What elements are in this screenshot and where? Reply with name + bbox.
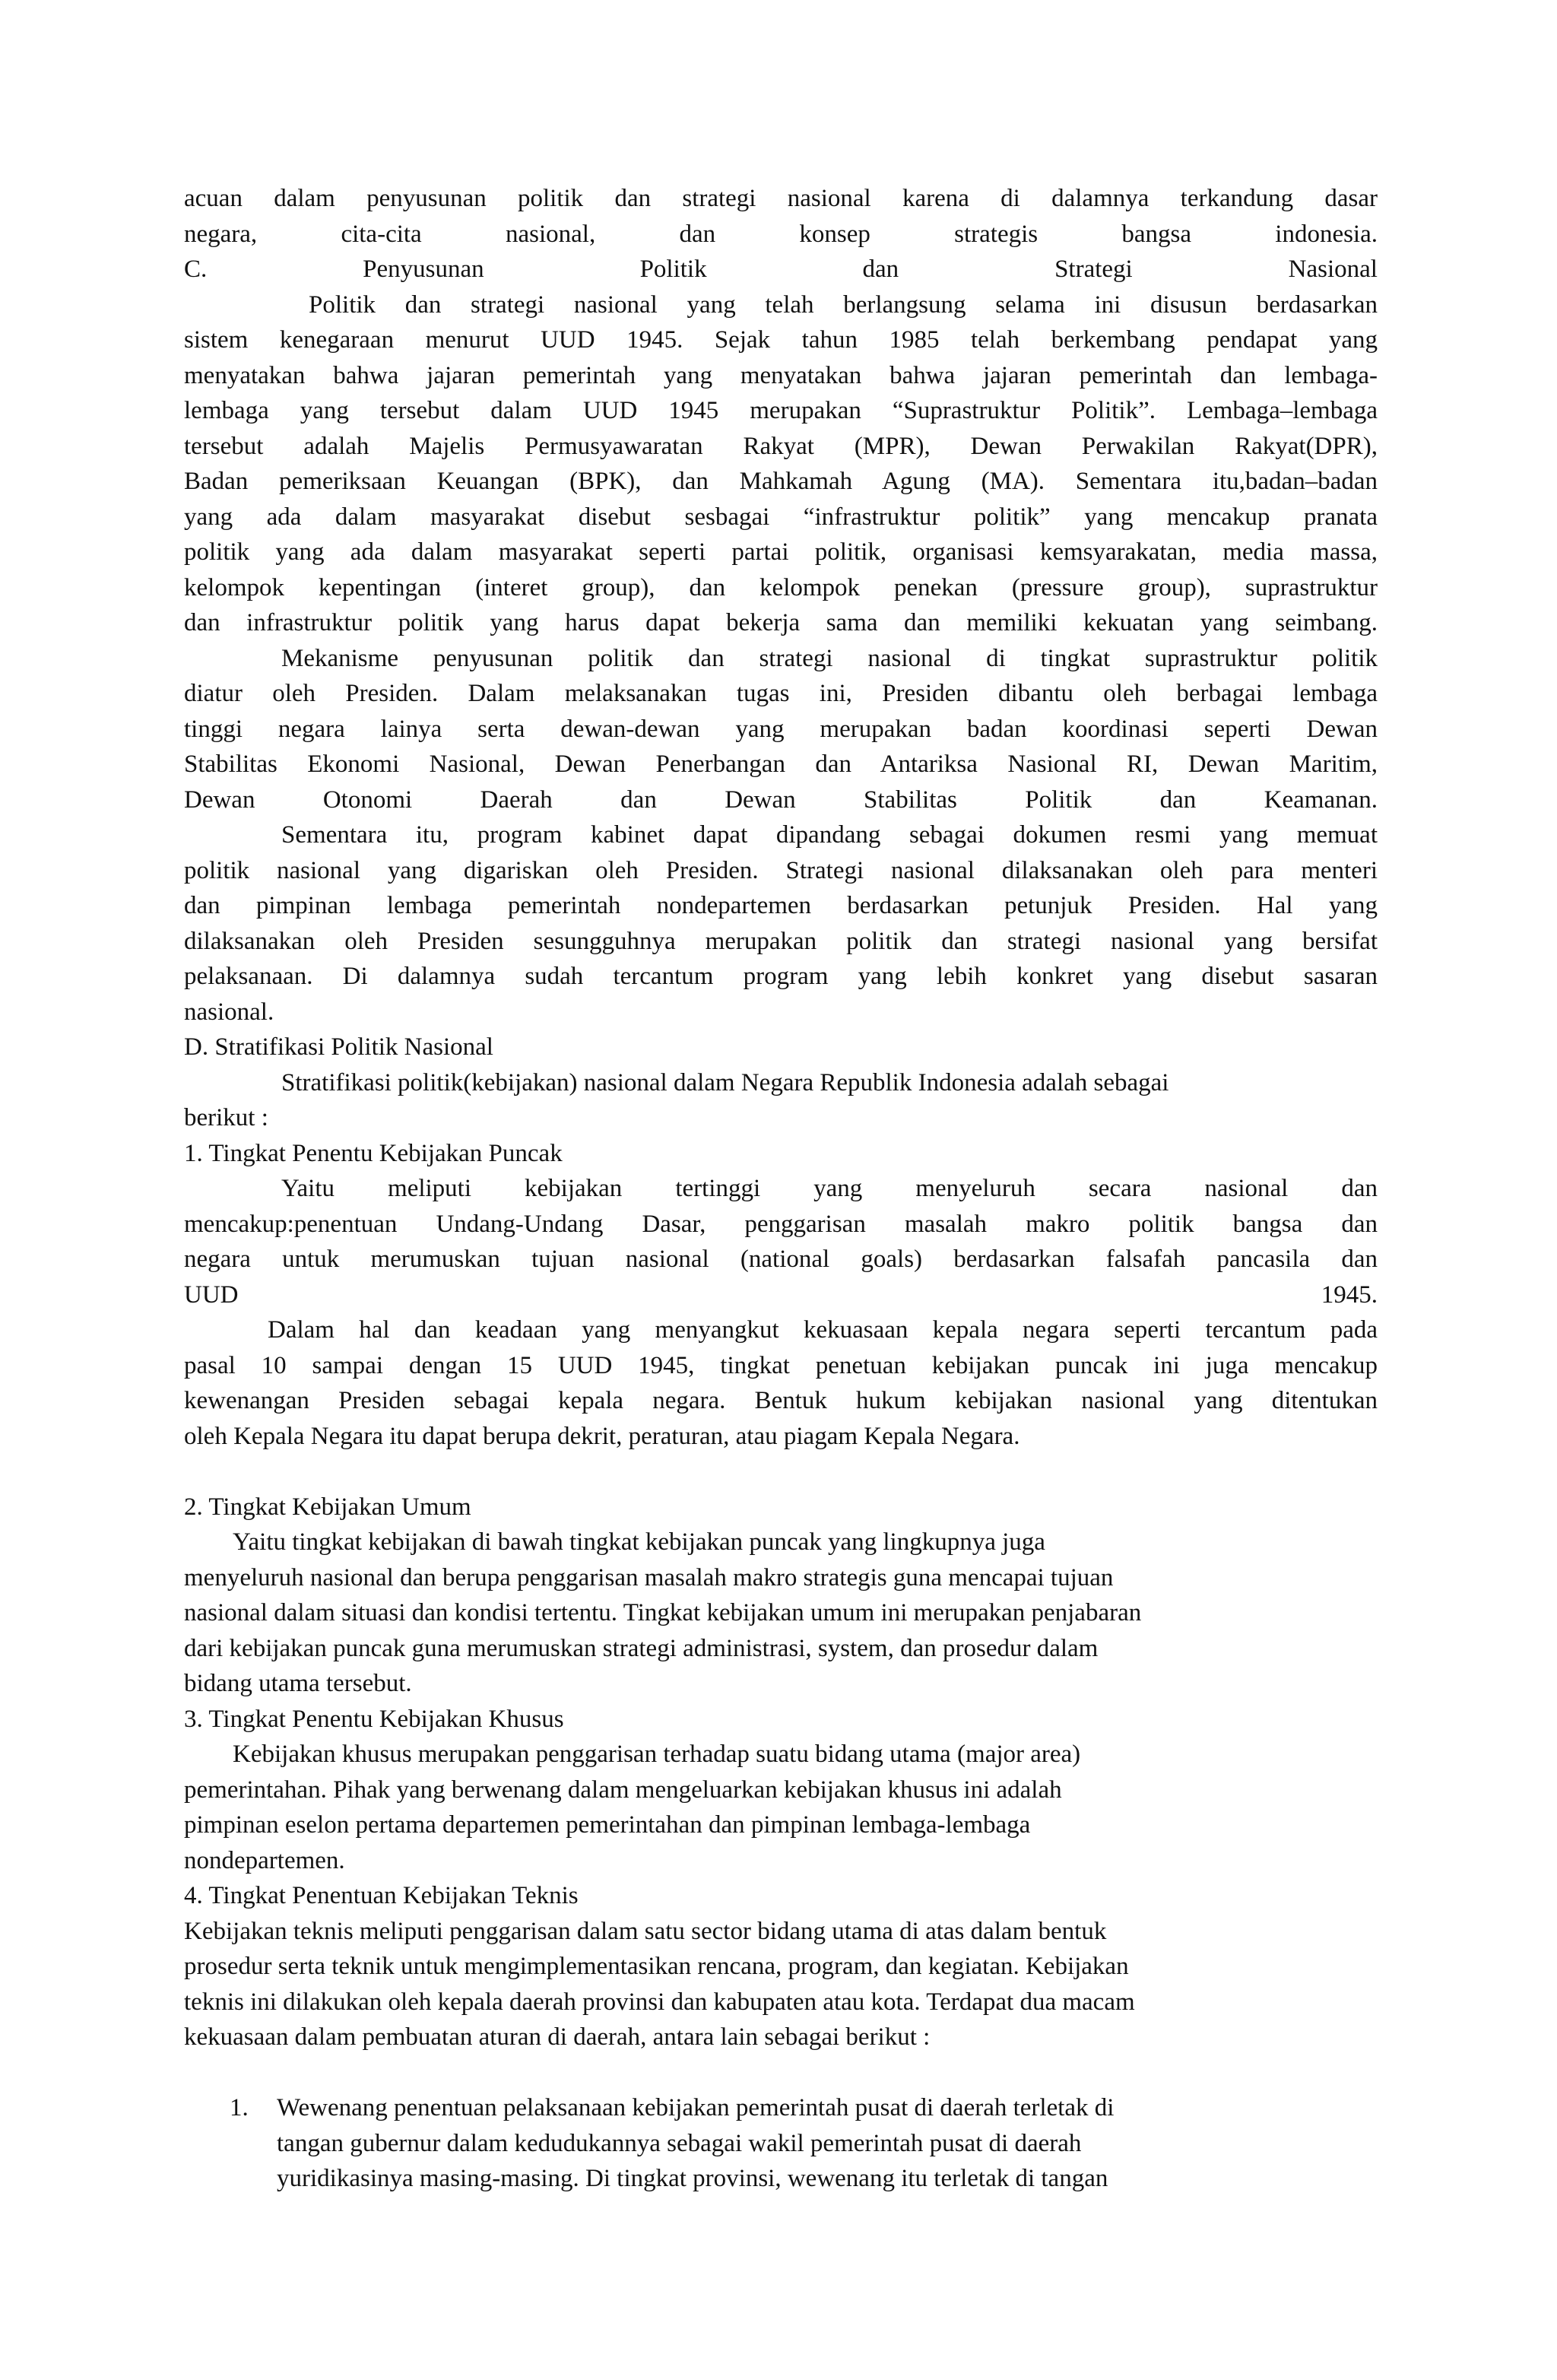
paragraph-line: Kebijakan teknis meliputi penggarisan dalam satu sector bidang utama di atas dalam bentuk	[184, 1917, 1107, 1945]
heading-c-part: Strategi	[1054, 255, 1133, 283]
paragraph-line: Stabilitas Ekonomi Nasional, Dewan Penerbangan dan Antariksa Nasional RI, Dewan Maritim,	[184, 750, 1378, 778]
paragraph-line: lembaga yang tersebut dalam UUD 1945 merupakan “Suprastruktur Politik”. Lembaga–lembaga	[184, 397, 1378, 424]
paragraph-line: bidang utama tersebut.	[184, 1670, 412, 1697]
heading-3: 3. Tingkat Penentu Kebijakan Khusus	[184, 1705, 564, 1733]
paragraph-line: Yaitu meliputi kebijakan tertinggi yang menyeluruh secara nasional dan	[281, 1175, 1378, 1202]
paragraph-line: teknis ini dilakukan oleh kepala daerah provinsi dan kabupaten atau kota. Terdapat dua macam	[184, 1988, 1135, 2016]
paragraph-line: pimpinan eselon pertama departemen pemerintahan dan pimpinan lembaga-lembaga	[184, 1811, 1031, 1839]
heading-c-part: Penyusunan	[363, 255, 484, 283]
paragraph-line: nasional.	[184, 998, 274, 1026]
paragraph-line: dari kebijakan puncak guna merumuskan strategi administrasi, system, dan prosedur dalam	[184, 1634, 1099, 1662]
document-body	[184, 181, 1378, 2197]
paragraph-line: Kebijakan khusus merupakan penggarisan terhadap suatu bidang utama (major area)	[233, 1741, 1081, 1768]
paragraph-line: diatur oleh Presiden. Dalam melaksanakan tugas ini, Presiden dibantu oleh berbagai lembaga	[184, 680, 1378, 707]
paragraph-line: Badan pemeriksaan Keuangan (BPK), dan Mahkamah Agung (MA). Sementara itu,badan–badan	[184, 468, 1378, 495]
paragraph-line: Dewan Otonomi Daerah dan Dewan Stabilitas Politik dan Keamanan.	[184, 785, 1378, 814]
paragraph-line: tersebut adalah Majelis Permusyawaratan Rakyat (MPR), Dewan Perwakilan Rakyat(DPR),	[184, 432, 1378, 460]
blank-line	[184, 1454, 1378, 1490]
paragraph-line: kekuasaan dalam pembuatan aturan di daerah, antara lain sebagai berikut :	[184, 2023, 931, 2051]
paragraph-line: menyatakan bahwa jajaran pemerintah yang menyatakan bahwa jajaran pemerintah dan lembaga-	[184, 361, 1378, 389]
list-item-line: tangan gubernur dalam kedudukannya sebagai wakil pemerintah pusat di daerah	[277, 2129, 1082, 2157]
paragraph-line: pasal 10 sampai dengan 15 UUD 1945, tingkat penetuan kebijakan puncak ini juga mencakup	[184, 1351, 1378, 1379]
paragraph-line: politik nasional yang digariskan oleh Presiden. Strategi nasional dilaksanakan oleh para menteri	[184, 856, 1378, 884]
paragraph-line: kelompok kepentingan (interet group), dan kelompok penekan (pressure group), suprastruktur	[184, 573, 1378, 601]
paragraph-word: 1945.	[1321, 1280, 1378, 1309]
paragraph-line: Mekanisme penyusunan politik dan strategi nasional di tingkat suprastruktur politik	[281, 644, 1378, 672]
paragraph-line	[184, 1277, 1378, 1313]
paragraph-line: tinggi negara lainya serta dewan-dewan yang merupakan badan koordinasi seperti Dewan	[184, 715, 1378, 743]
paragraph-line: dilaksanakan oleh Presiden sesungguhnya merupakan politik dan strategi nasional yang bersifat	[184, 927, 1378, 955]
paragraph-word: UUD	[184, 1280, 239, 1309]
paragraph-line: pemerintahan. Pihak yang berwenang dalam mengeluarkan kebijakan khusus ini adalah	[184, 1775, 1062, 1804]
heading-4: 4. Tingkat Penentuan Kebijakan Teknis	[184, 1882, 579, 1909]
paragraph-line: politik yang ada dalam masyarakat seperti partai politik, organisasi kemsyarakatan, media massa,	[184, 538, 1378, 566]
paragraph-line: acuan dalam penyusunan politik dan strategi nasional karena di dalamnya terkandung dasar	[184, 185, 1378, 212]
paragraph-line: Yaitu tingkat kebijakan di bawah tingkat kebijakan puncak yang lingkupnya juga	[233, 1528, 1045, 1556]
paragraph-line: dan infrastruktur politik yang harus dapat bekerja sama dan memiliki kekuatan yang seimbang.	[184, 609, 1378, 636]
paragraph-line: nasional dalam situasi dan kondisi tertentu. Tingkat kebijakan umum ini merupakan penjabaran	[184, 1599, 1142, 1626]
paragraph-line: pelaksanaan. Di dalamnya sudah tercantum program yang lebih konkret yang disebut sasaran	[184, 963, 1378, 990]
heading-1: 1. Tingkat Penentu Kebijakan Puncak	[184, 1139, 563, 1167]
paragraph-line: Politik dan strategi nasional yang telah berlangsung selama ini disusun berdasarkan	[309, 290, 1378, 319]
paragraph-line: kewenangan Presiden sebagai kepala negara. Bentuk hukum kebijakan nasional yang ditentukan	[184, 1387, 1378, 1414]
list-item-line: yuridikasinya masing-masing. Di tingkat provinsi, wewenang itu terletak di tangan	[277, 2165, 1108, 2192]
paragraph-line: dan pimpinan lembaga pemerintah nondepartemen berdasarkan petunjuk Presiden. Hal yang	[184, 892, 1378, 919]
paragraph-line: negara untuk merumuskan tujuan nasional (national goals) berdasarkan falsafah pancasila dan	[184, 1246, 1378, 1273]
heading-c-part: Politik	[639, 255, 707, 283]
heading-d: D. Stratifikasi Politik Nasional	[184, 1033, 493, 1061]
paragraph-line: berikut :	[184, 1104, 268, 1131]
heading-c-part: Nasional	[1288, 255, 1378, 283]
list-item	[184, 2090, 1378, 2126]
paragraph-line: Sementara itu, program kabinet dapat dipandang sebagai dokumen resmi yang memuat	[281, 821, 1378, 849]
paragraph-line: sistem kenegaraan menurut UUD 1945. Sejak tahun 1985 telah berkembang pendapat yang	[184, 326, 1378, 354]
blank-line	[184, 2055, 1378, 2091]
paragraph-line: oleh Kepala Negara itu dapat berupa dekrit, peraturan, atau piagam Kepala Negara.	[184, 1422, 1020, 1450]
paragraph-line: negara, cita-cita nasional, dan konsep strategis bangsa indonesia.	[184, 220, 1378, 248]
paragraph-line: menyeluruh nasional dan berupa penggarisan masalah makro strategis guna mencapai tujuan	[184, 1563, 1114, 1591]
list-item-text: Wewenang penentuan pelaksanaan kebijakan pemerintah pusat di daerah terletak di	[277, 2094, 1115, 2121]
paragraph-line: mencakup:penentuan Undang-Undang Dasar, penggarisan masalah makro politik bangsa dan	[184, 1210, 1378, 1238]
paragraph-line: nondepartemen.	[184, 1846, 345, 1874]
heading-c-part: C.	[184, 255, 208, 283]
heading-2: 2. Tingkat Kebijakan Umum	[184, 1493, 471, 1521]
paragraph-line: Dalam hal dan keadaan yang menyangkut kekuasaan kepala negara seperti tercantum pada	[268, 1316, 1378, 1344]
paragraph-line: yang ada dalam masyarakat disebut sesbagai “infrastruktur politik” yang mencakup pranata	[184, 503, 1378, 531]
paragraph-line: Stratifikasi politik(kebijakan) nasional dalam Negara Republik Indonesia adalah sebagai	[281, 1068, 1169, 1096]
heading-c-part: dan	[862, 255, 899, 283]
heading-c	[184, 252, 1378, 287]
list-item-number: 1.	[230, 2094, 249, 2121]
paragraph-line: prosedur serta teknik untuk mengimplementasikan rencana, program, dan kegiatan. Kebijakan	[184, 1953, 1129, 1980]
